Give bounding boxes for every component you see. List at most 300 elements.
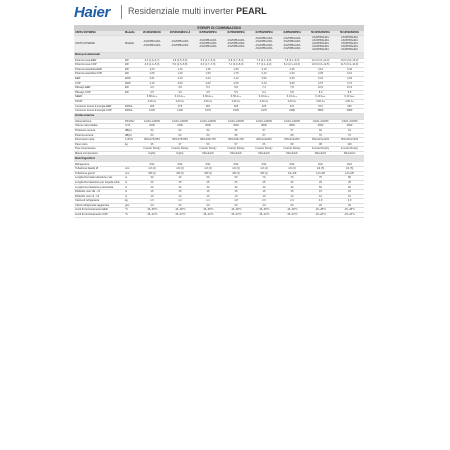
spec-label: Potenza resa COP bbox=[74, 63, 124, 68]
spec-unit: W/W bbox=[124, 76, 138, 81]
spec-value: 30 bbox=[222, 185, 250, 190]
spec-value: 1/4 (5) bbox=[335, 167, 364, 172]
spec-unit: kWh/a bbox=[124, 109, 138, 114]
spec-value: 7,4 bbox=[250, 86, 278, 91]
spec-value: 5,3 bbox=[194, 86, 222, 91]
spec-value: 1,20 bbox=[166, 72, 194, 77]
product-name: PEARL bbox=[236, 6, 267, 16]
indoor-models-row bbox=[74, 35, 364, 52]
spec-value: 1/4 (4) bbox=[278, 167, 306, 172]
spec-value: 3,56 bbox=[278, 81, 306, 86]
spec-value: 275 bbox=[166, 104, 194, 109]
outdoor-model-cell: 2U50S2SM1FA-3 bbox=[166, 31, 194, 35]
spec-value: 25 bbox=[306, 180, 335, 185]
spec-value: 3000 bbox=[222, 124, 250, 129]
spec-value: 4,0 bbox=[138, 86, 166, 91]
spec-value: 2,30 bbox=[278, 72, 306, 77]
spec-value: 3,10 bbox=[306, 67, 335, 72]
spec-value: 4,00 A+ bbox=[138, 99, 166, 104]
outdoor-model-cell: 4U85S2SR5FA bbox=[278, 31, 306, 35]
spec-value: 1,50 bbox=[194, 72, 222, 77]
page-header bbox=[0, 0, 450, 22]
spec-value: 3,57 bbox=[306, 81, 335, 86]
indoor-combo-cell: AS20PBAHRA AS20PBAHRA AS20PBAHRA AS20PBAHRA AS20PBAHRA bbox=[306, 35, 335, 52]
brand-logo: Haier bbox=[74, 4, 111, 21]
spec-value: 946x410x810 bbox=[250, 138, 278, 143]
spec-value: 1575 bbox=[194, 109, 222, 114]
spec-value: 40 bbox=[250, 185, 278, 190]
spec-value: 50 bbox=[306, 185, 335, 190]
spec-value: 30 bbox=[194, 185, 222, 190]
spec-value: 7,7 (2,1~9,2) bbox=[250, 63, 278, 68]
spec-value: Inverter Rotary bbox=[194, 147, 222, 152]
spec-value: R32 bbox=[306, 162, 335, 167]
spec-value: 100 bbox=[335, 142, 364, 147]
spec-value: 8,2 (2,1~10,0) bbox=[278, 63, 306, 68]
spec-value: 20 bbox=[166, 185, 194, 190]
spec-value: R32 bbox=[278, 162, 306, 167]
spec-value: 1/4 (4) bbox=[250, 167, 278, 172]
spec-value: 4000 bbox=[306, 124, 335, 129]
spec-value: 4,05 bbox=[222, 81, 250, 86]
spec-label: Consumo annuo d'energia COP bbox=[74, 109, 124, 114]
spec-value: 56 bbox=[222, 128, 250, 133]
indoor-combo-cell: AS25PBAHRA AS25PBAHRA bbox=[166, 35, 194, 52]
spec-label: Pdesign COP bbox=[74, 90, 124, 95]
spec-value: Highly bbox=[166, 151, 194, 156]
spec-value: 8,8 bbox=[335, 90, 364, 95]
spec-unit: °C bbox=[124, 213, 138, 218]
spec-table-body bbox=[74, 25, 364, 217]
spec-table-container bbox=[74, 25, 364, 218]
spec-value: 6,8 bbox=[278, 90, 306, 95]
spec-label: Limiti di funzionamento COP bbox=[74, 213, 124, 218]
spec-value: 3,70 bbox=[250, 81, 278, 86]
spec-unit: L×P×H bbox=[124, 138, 138, 143]
product-line: Residenziale multi inverter bbox=[128, 6, 234, 16]
spec-value: 20 bbox=[335, 203, 364, 208]
spec-value: R32 bbox=[250, 162, 278, 167]
spec-value: 4,8 (1,5~5,6) bbox=[166, 58, 194, 63]
outdoor-model-cell: 3U55S2SR5FA bbox=[194, 31, 222, 35]
spec-label: Tubazione liquido Ø bbox=[74, 167, 124, 172]
spec-value: 4,12 bbox=[222, 76, 250, 81]
spec-value: Mitsubishi bbox=[194, 151, 222, 156]
spec-value: 5,5 bbox=[222, 90, 250, 95]
spec-table bbox=[74, 25, 364, 218]
spec-value: 2170 bbox=[250, 109, 278, 114]
spec-value: R32 bbox=[166, 162, 194, 167]
spec-label: SEER bbox=[74, 95, 124, 100]
indoor-combo-cell: AS25PBAHRA AS25PBAHRA AS25PBAHRA AS25PBAHRA AS25PBAHRA bbox=[335, 35, 364, 52]
spec-value: 40 bbox=[166, 176, 194, 181]
spec-value: 20 bbox=[138, 203, 166, 208]
spec-value: 4,0 (1,6~4,7) bbox=[138, 58, 166, 63]
spec-value: 20 bbox=[306, 203, 335, 208]
spec-value: 1,2 bbox=[166, 199, 194, 204]
spec-value: 7,8 bbox=[278, 86, 306, 91]
spec-value: 1,4 bbox=[194, 199, 222, 204]
spec-unit: m³/h bbox=[124, 124, 138, 129]
spec-value: 952x415x1333 bbox=[335, 138, 364, 143]
outdoor-model-cell: 5U105S2SS5FA bbox=[306, 31, 335, 35]
spec-label: Potenza assorbita COP bbox=[74, 72, 124, 77]
spec-value: 6,50 A++ bbox=[222, 95, 250, 100]
spec-label: Dislivello max UE - UI bbox=[74, 190, 124, 195]
spec-value: -15~48°C bbox=[278, 208, 306, 213]
section-title: Dati prestazionali bbox=[74, 52, 364, 58]
spec-value: Inverter Rotary bbox=[278, 147, 306, 152]
spec-value: 25 bbox=[166, 180, 194, 185]
spec-value: Inverter Rotary bbox=[335, 147, 364, 152]
spec-value: 70 bbox=[278, 176, 306, 181]
spec-value: 6,80 A++ bbox=[138, 95, 166, 100]
spec-value: 3,60 bbox=[166, 81, 194, 86]
spec-value: 2800 bbox=[306, 109, 335, 114]
spec-value: 4,5 bbox=[194, 90, 222, 95]
spec-value: -15~24°C bbox=[306, 213, 335, 218]
outdoor-model-cell: 5U125S2SS5FA bbox=[335, 31, 364, 35]
spec-value: 1,10 bbox=[166, 67, 194, 72]
spec-unit: W/W bbox=[124, 81, 138, 86]
spec-label: Pdesign EER bbox=[74, 86, 124, 91]
spec-row bbox=[74, 213, 364, 218]
spec-value: 2300 bbox=[166, 124, 194, 129]
indoor-combo-cell: AS20PBAHRA AS20PBAHRA AS20PBAHRA AS20PBAHRA bbox=[250, 35, 278, 52]
spec-value: 63 bbox=[138, 133, 166, 138]
spec-value: 2200 bbox=[138, 124, 166, 129]
spec-value: 6,10 A++ bbox=[335, 95, 364, 100]
spec-unit: mm bbox=[124, 171, 138, 176]
spec-value: -15~24°C bbox=[166, 213, 194, 218]
spec-value: 57 bbox=[278, 128, 306, 133]
spec-value: 36 bbox=[138, 142, 166, 147]
spec-unit: mm bbox=[124, 167, 138, 172]
spec-value: 6,10 A++ bbox=[166, 95, 194, 100]
spec-value: 10 bbox=[166, 194, 194, 199]
spec-value: 4,00 bbox=[194, 81, 222, 86]
spec-value: 70 bbox=[250, 176, 278, 181]
spec-value: 2,10 bbox=[250, 67, 278, 72]
spec-value: 3,05 bbox=[306, 72, 335, 77]
spec-value: 15 bbox=[166, 190, 194, 195]
spec-value: 10 bbox=[306, 194, 335, 199]
spec-value: Mitsubishi bbox=[335, 151, 364, 156]
spec-value: 6,8 bbox=[222, 86, 250, 91]
spec-unit: m bbox=[124, 190, 138, 195]
spec-value: 1,00 bbox=[138, 67, 166, 72]
spec-value: 4000 bbox=[335, 124, 364, 129]
spec-value: 3,10 bbox=[335, 72, 364, 77]
spec-value: 4,0 bbox=[166, 90, 194, 95]
spec-value: 4,00 A+ bbox=[166, 99, 194, 104]
spec-value: -15~24°C bbox=[250, 213, 278, 218]
spec-value: 1/4 (5) bbox=[306, 167, 335, 172]
spec-value: 3000 bbox=[194, 124, 222, 129]
spec-value: -15~48°C bbox=[335, 208, 364, 213]
spec-value: 4,10 bbox=[166, 76, 194, 81]
spec-value: 425 bbox=[250, 104, 278, 109]
spec-value: 66 bbox=[250, 142, 278, 147]
spec-value: 11,5 (3,3~13,0) bbox=[335, 63, 364, 68]
indoor-combo-cell: AS20PBAHRA AS20PBAHRA bbox=[138, 35, 166, 52]
spec-value: 1/220~240/50 bbox=[306, 119, 335, 124]
spec-value: 53 bbox=[138, 128, 166, 133]
spec-label: Peso netto bbox=[74, 142, 124, 147]
spec-value: 20 bbox=[194, 203, 222, 208]
spec-value: 3,20 bbox=[335, 76, 364, 81]
spec-value: 25 bbox=[194, 180, 222, 185]
spec-value: 3080 bbox=[335, 109, 364, 114]
spec-value: 5,3 (1,7~6,3) bbox=[194, 58, 222, 63]
spec-value: 3800 bbox=[250, 124, 278, 129]
spec-value: -15~24°C bbox=[194, 213, 222, 218]
spec-value: R32 bbox=[194, 162, 222, 167]
spec-value: 1/2+3/8 bbox=[335, 171, 364, 176]
model-label: Modello bbox=[124, 31, 138, 35]
spec-unit: kg bbox=[124, 199, 138, 204]
spec-value: 50 bbox=[194, 142, 222, 147]
spec-unit: kW bbox=[124, 86, 138, 91]
spec-value: 3/8 (3) bbox=[194, 171, 222, 176]
spec-value: 3/8 (2) bbox=[138, 171, 166, 176]
spec-value: 3/8 (3) bbox=[222, 171, 250, 176]
spec-value: 60 bbox=[222, 176, 250, 181]
spec-value: 15 bbox=[278, 190, 306, 195]
spec-value: Mitsubishi bbox=[278, 151, 306, 156]
spec-value: -15~48°C bbox=[250, 208, 278, 213]
spec-value: R32 bbox=[222, 162, 250, 167]
spec-value: Inverter Rotary bbox=[306, 147, 335, 152]
spec-unit: kWh/a bbox=[124, 104, 138, 109]
spec-value: 6,8 (1,7~8,4) bbox=[222, 58, 250, 63]
spec-unit: dB(A) bbox=[124, 133, 138, 138]
spec-value: -15~48°C bbox=[222, 208, 250, 213]
indoor-label: UNITÀ INTERNE bbox=[74, 35, 124, 52]
spec-value: 447 bbox=[278, 104, 306, 109]
spec-label: Carica refrigerante aggiuntiva bbox=[74, 203, 124, 208]
spec-value: 890x346x700 bbox=[194, 138, 222, 143]
spec-value: 10,9 (3,0~12,5) bbox=[306, 63, 335, 68]
spec-label: Limiti di funzionamento EER bbox=[74, 208, 124, 213]
spec-label: Dislivello max UI - UI bbox=[74, 194, 124, 199]
spec-value: Highly bbox=[138, 151, 166, 156]
spec-value: 1225 bbox=[138, 109, 166, 114]
spec-value: 800x275x553 bbox=[166, 138, 194, 143]
spec-value: 15 bbox=[138, 190, 166, 195]
spec-value: 20 bbox=[222, 203, 250, 208]
outdoor-model-cell: 2U40S2SM1FA bbox=[138, 31, 166, 35]
spec-label: Lunghezza totale tubazione max bbox=[74, 176, 124, 181]
spec-value: -15~24°C bbox=[222, 213, 250, 218]
spec-value: 6,10 A++ bbox=[250, 95, 278, 100]
spec-value: 2380 bbox=[278, 109, 306, 114]
spec-label: Marca compressore bbox=[74, 151, 124, 156]
spec-value: 10,0 bbox=[306, 86, 335, 91]
spec-value: 952x415x1333 bbox=[306, 138, 335, 143]
spec-label: Volume aria trattata bbox=[74, 124, 124, 129]
spec-value: 20 bbox=[138, 185, 166, 190]
spec-value: 68 bbox=[278, 142, 306, 147]
spec-unit: Ph/V/Hz bbox=[124, 119, 138, 124]
spec-value: 10 bbox=[250, 194, 278, 199]
spec-value: -15~48°C bbox=[166, 208, 194, 213]
spec-value: 2,3 bbox=[278, 199, 306, 204]
spec-value: 2,0 bbox=[250, 199, 278, 204]
spec-value: 54 bbox=[194, 128, 222, 133]
spec-value: 2,25 bbox=[278, 67, 306, 72]
spec-value: 20 bbox=[166, 203, 194, 208]
spec-value: 1,05 bbox=[138, 72, 166, 77]
spec-value: 1,75 bbox=[222, 72, 250, 77]
spec-value: 10 bbox=[138, 194, 166, 199]
spec-value: 10,9 (2,8~13,0) bbox=[335, 58, 364, 63]
spec-value: 60 bbox=[306, 128, 335, 133]
spec-value: 40 bbox=[278, 185, 306, 190]
spec-value: 25 bbox=[222, 180, 250, 185]
spec-unit: m bbox=[124, 194, 138, 199]
spec-value: -15~48°C bbox=[306, 208, 335, 213]
spec-value: 4,00 A+ bbox=[250, 99, 278, 104]
spec-value: 1/220~240/50 bbox=[222, 119, 250, 124]
spec-value: 3/8 (2) bbox=[166, 171, 194, 176]
spec-value: 7,8 (2,1~9,0) bbox=[278, 58, 306, 63]
spec-value: 206 bbox=[138, 104, 166, 109]
spec-value: 8,0 bbox=[306, 90, 335, 95]
spec-value: 6,10 A++ bbox=[278, 95, 306, 100]
spec-value: 4,00 A+ bbox=[306, 99, 335, 104]
spec-label: EER bbox=[74, 76, 124, 81]
spec-value: 3800 bbox=[278, 124, 306, 129]
spec-value: 20 bbox=[278, 203, 306, 208]
spec-value: -15~24°C bbox=[138, 213, 166, 218]
spec-value: 30 bbox=[138, 176, 166, 181]
spec-value: 2,9 bbox=[306, 199, 335, 204]
spec-value: 15 bbox=[335, 190, 364, 195]
band-title: ESEMPI DI COMBINAZIONI bbox=[74, 25, 364, 31]
spec-value: 1/2+3/8 bbox=[278, 171, 306, 176]
spec-unit: kW bbox=[124, 58, 138, 63]
spec-unit: kW bbox=[124, 90, 138, 95]
spec-label: Refrigerante bbox=[74, 162, 124, 167]
outdoor-model-cell: 4U75S2SR5FA bbox=[250, 31, 278, 35]
spec-value: 3,46 bbox=[278, 76, 306, 81]
spec-value: 4,3 (1,4~5,3) bbox=[138, 63, 166, 68]
spec-value: 57 bbox=[222, 142, 250, 147]
spec-label: Pressione sonora bbox=[74, 128, 124, 133]
spec-value: 1/220~240/50 bbox=[250, 119, 278, 124]
spec-label: COP bbox=[74, 81, 124, 86]
spec-value: 98 bbox=[306, 142, 335, 147]
spec-value: 1/220~240/50 bbox=[166, 119, 194, 124]
spec-value: 1,65 bbox=[222, 67, 250, 72]
spec-value: 3,52 bbox=[250, 76, 278, 81]
spec-value: 3,0 bbox=[335, 199, 364, 204]
indoor-combo-cell: AS25PBAHRA AS25PBAHRA AS25PBAHRA bbox=[222, 35, 250, 52]
spec-value: 281 bbox=[194, 104, 222, 109]
indoor-combo-cell: AS25PBAHRA AS25PBAHRA AS25PBAHRA AS25PBAHRA bbox=[278, 35, 306, 52]
spec-value: 4,00 A+ bbox=[222, 99, 250, 104]
spec-value: -15~24°C bbox=[278, 213, 306, 218]
spec-value: -15~48°C bbox=[138, 208, 166, 213]
spec-value: 66 bbox=[222, 133, 250, 138]
spec-value: 2,10 bbox=[250, 72, 278, 77]
spec-value: 54 bbox=[166, 128, 194, 133]
spec-value: 25 bbox=[250, 180, 278, 185]
spec-label: Consumo annuo d'energia EER bbox=[74, 104, 124, 109]
spec-value: 10 bbox=[222, 194, 250, 199]
spec-value: 5,0 (1,5~5,8) bbox=[166, 63, 194, 68]
spec-value: 60 bbox=[194, 176, 222, 181]
spec-value: 64 bbox=[166, 133, 194, 138]
spec-value: 10,0 (2,5~12,0) bbox=[306, 58, 335, 63]
spec-value: 72 bbox=[335, 133, 364, 138]
spec-value: 366 bbox=[222, 104, 250, 109]
spec-value: Inverter Rotary bbox=[222, 147, 250, 152]
spec-value: 3,5 bbox=[138, 90, 166, 95]
product-title bbox=[128, 6, 267, 16]
spec-label: Tipo compressore bbox=[74, 147, 124, 152]
spec-value: 25 bbox=[278, 180, 306, 185]
spec-value: 15 bbox=[194, 190, 222, 195]
spec-value: R32 bbox=[138, 162, 166, 167]
spec-value: 1925 bbox=[222, 109, 250, 114]
spec-label: SCOP bbox=[74, 99, 124, 104]
spec-value: 3,61 bbox=[138, 76, 166, 81]
spec-value: 1,8 bbox=[222, 199, 250, 204]
spec-unit: m bbox=[124, 180, 138, 185]
spec-label: Lunghezza tubazione precaricata bbox=[74, 185, 124, 190]
spec-value: 1,0 bbox=[138, 199, 166, 204]
outdoor-model-cell: 3U70S2SR5FA bbox=[222, 31, 250, 35]
spec-label: Tubazione gas Ø bbox=[74, 171, 124, 176]
spec-value: 6,60 A++ bbox=[194, 95, 222, 100]
spec-value: 80 bbox=[335, 176, 364, 181]
spec-value: 50 bbox=[335, 185, 364, 190]
spec-value: Inverter Rotary bbox=[250, 147, 278, 152]
spec-value: 625 bbox=[335, 104, 364, 109]
spec-value: 6,10 A++ bbox=[306, 95, 335, 100]
spec-value: 1/4 (2) bbox=[166, 167, 194, 172]
spec-value: 10 bbox=[335, 194, 364, 199]
spec-value: 1/220~240/50 bbox=[138, 119, 166, 124]
spec-value: 15 bbox=[306, 190, 335, 195]
spec-value: 4,10 bbox=[138, 81, 166, 86]
spec-unit: m bbox=[124, 176, 138, 181]
spec-label: Potenza assorbita EER bbox=[74, 67, 124, 72]
spec-label: Potenza sonora bbox=[74, 133, 124, 138]
spec-value: 10 bbox=[278, 194, 306, 199]
spec-value: 4,00 A+ bbox=[335, 99, 364, 104]
spec-value: 4,8 bbox=[166, 86, 194, 91]
spec-unit: kg bbox=[124, 142, 138, 147]
spec-value: 1,25 bbox=[194, 67, 222, 72]
spec-value: 6,2 bbox=[250, 90, 278, 95]
model-label: Modello bbox=[124, 35, 138, 52]
spec-value: Inverter Rotary bbox=[138, 147, 166, 152]
spec-value: 75 bbox=[306, 176, 335, 181]
spec-value: 61 bbox=[335, 128, 364, 133]
spec-value: -15~24°C bbox=[335, 213, 364, 218]
spec-unit: m bbox=[124, 185, 138, 190]
spec-unit: kW bbox=[124, 67, 138, 72]
spec-value: 10 bbox=[194, 194, 222, 199]
spec-value: 15 bbox=[222, 190, 250, 195]
spec-value: 20 bbox=[250, 203, 278, 208]
spec-value: 3,70 bbox=[335, 81, 364, 86]
spec-unit: kW bbox=[124, 72, 138, 77]
spec-value: 37 bbox=[166, 142, 194, 147]
